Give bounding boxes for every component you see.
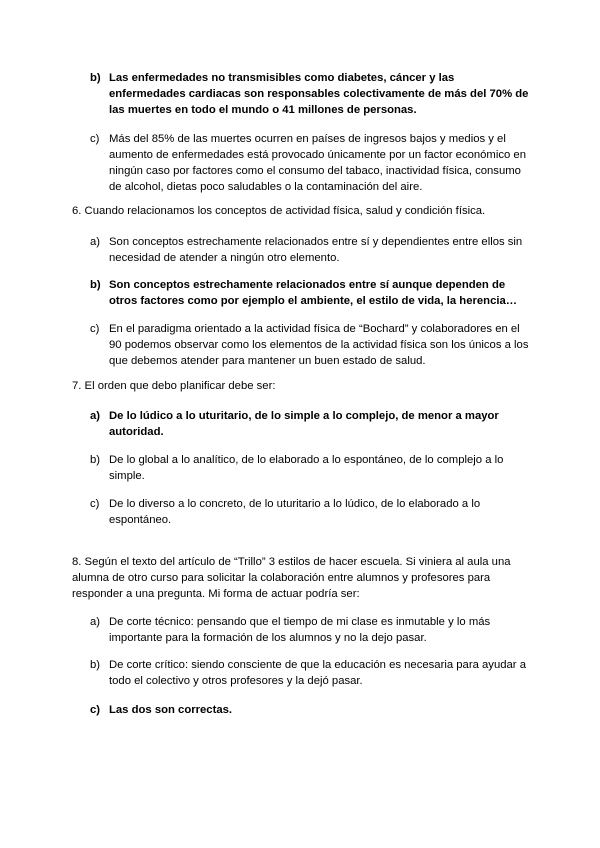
q7-option-c <box>90 496 530 528</box>
option-letter: c) <box>90 498 100 510</box>
option-letter: c) <box>90 323 100 335</box>
q8-option-b <box>90 657 530 689</box>
q8-option-c <box>90 702 530 718</box>
option-letter: c) <box>90 704 101 716</box>
option-text: De lo lúdico a lo uturitario, de lo simple a lo complejo, de menor a mayor autoridad. <box>109 410 499 438</box>
question-6: 6. Cuando relacionamos los conceptos de actividad física, salud y condición física. <box>72 205 486 217</box>
option-text: De lo global a lo analítico, de lo elaborado a lo espontáneo, de lo complejo a lo simple. <box>109 454 504 482</box>
option-letter: a) <box>90 410 101 422</box>
question-8: 8. Según el texto del artículo de “Trillo” 3 estilos de hacer escuela. Si viniera al aula una alumna de otro curso para solicitar la colaboración entre alumnos y profesores para responder a una pregunta. Mi forma de actuar podría ser: <box>72 556 511 600</box>
option-text: Las enfermedades no transmisibles como diabetes, cáncer y las enfermedades cardiacas son responsables colectivamente de más del 70% de las muertes en todo el mundo o 41 millones de personas. <box>109 72 529 116</box>
q7-option-a <box>90 408 530 440</box>
q8-option-a <box>90 614 530 646</box>
option-text: De lo diverso a lo concreto, de lo uturitario a lo lúdico, de lo elaborado a lo espontáneo. <box>109 498 481 526</box>
option-letter: b) <box>90 72 101 84</box>
option-text: Son conceptos estrechamente relacionados entre sí aunque dependen de otros factores como por ejemplo el ambiente, el estilo de vida, la herencia… <box>109 279 518 307</box>
option-letter: c) <box>90 133 100 145</box>
option-text: En el paradigma orientado a la actividad física de “Bochard” y colaboradores en el 90 podemos observar como los elementos de la actividad física son los únicos a los que debemos atender para mantener un buen estado de salud. <box>109 323 529 367</box>
option-text: Las dos son correctas. <box>109 704 233 716</box>
question-7: 7. El orden que debo planificar debe ser: <box>72 380 276 392</box>
q6-option-c <box>90 321 530 369</box>
option-c-prev <box>90 131 530 195</box>
option-text: De corte técnico: pensando que el tiempo de mi clase es inmutable y lo más importante para la formación de los alumnos y no la dejo pasar. <box>109 616 491 644</box>
q6-option-b <box>90 277 530 309</box>
q6-option-a <box>90 234 530 266</box>
option-text: De corte crítico: siendo consciente de que la educación es necesaria para ayudar a todo el colectivo y otros profesores y la dejó pasar. <box>109 659 526 687</box>
option-letter: b) <box>90 659 101 671</box>
option-letter: b) <box>90 454 101 466</box>
option-letter: a) <box>90 236 101 248</box>
option-text: Son conceptos estrechamente relacionados entre sí y dependientes entre ellos sin necesidad de atender a ningún otro elemento. <box>109 236 523 264</box>
option-b-prev <box>90 70 530 118</box>
q7-option-b <box>90 452 530 484</box>
option-letter: a) <box>90 616 101 628</box>
option-letter: b) <box>90 279 101 291</box>
option-text: Más del 85% de las muertes ocurren en países de ingresos bajos y medios y el aumento de enfermedades está provocado únicamente por un factor económico en ningún caso por factores como el consumo del tabaco, inactividad física, consumo de alcohol, dietas poco saludables o la contaminación del aire. <box>109 133 526 193</box>
